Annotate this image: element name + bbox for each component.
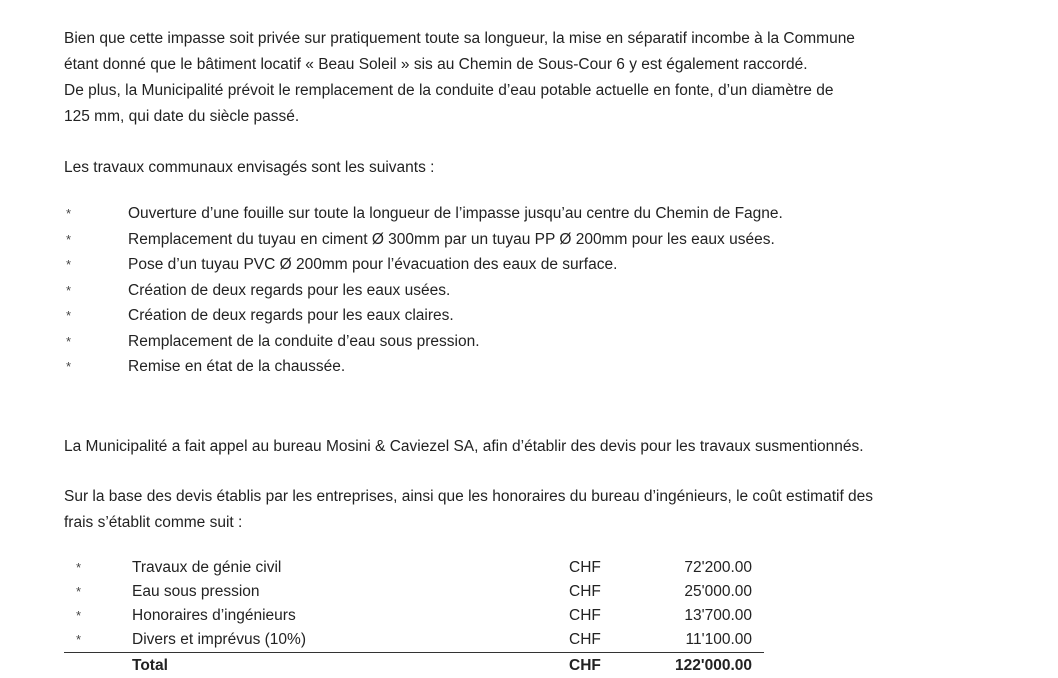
list-item-text: Création de deux regards pour les eaux claires.: [128, 307, 454, 324]
bullet-mark: *: [76, 584, 82, 599]
table-row: [64, 628, 764, 652]
works-heading: Les travaux communaux envisagés sont les suivants :: [64, 159, 435, 176]
bullet-mark: *: [76, 560, 82, 575]
cost-label: Honoraires d’ingénieurs: [132, 607, 296, 624]
table-row: [64, 556, 764, 580]
total-row: [64, 654, 764, 678]
bullet-mark: *: [66, 231, 72, 247]
bullet-mark: *: [66, 308, 72, 323]
bullet-mark: *: [66, 257, 72, 272]
intro-paragraph: [64, 26, 999, 130]
cost-currency: CHF: [569, 631, 601, 648]
intro-line: Bien que cette impasse soit privée sur pratiquement toute sa longueur, la mise en séparatif incombe à la Commune: [64, 30, 855, 47]
list-item-text: Création de deux regards pour les eaux usées.: [128, 281, 451, 299]
costs-intro-line: Sur la base des devis établis par les entreprises, ainsi que les honoraires du bureau d’ingénieurs, le coût estimatif des: [64, 488, 874, 505]
cost-amount: 11'100.00: [685, 631, 752, 648]
cost-amount: 25'000.00: [684, 583, 752, 600]
intro-line: étant donné que le bâtiment locatif « Beau Soleil » sis au Chemin de Sous-Cour 6 y est également raccordé.: [64, 56, 808, 73]
bullet-mark: *: [76, 608, 82, 623]
total-currency: CHF: [569, 657, 601, 674]
intro-line: 125 mm, qui date du siècle passé.: [64, 108, 300, 125]
cost-label: Eau sous pression: [132, 583, 260, 600]
cost-label: Travaux de génie civil: [132, 559, 282, 576]
bullet-mark: *: [66, 206, 72, 221]
bullet-mark: *: [66, 282, 72, 298]
cost-label: Divers et imprévus (10%): [132, 631, 306, 648]
total-divider: [64, 652, 764, 653]
cost-currency: CHF: [569, 583, 601, 600]
list-item-text: Remplacement de la conduite d’eau sous pression.: [128, 332, 480, 350]
list-item-text: Remise en état de la chaussée.: [128, 358, 346, 375]
costs-intro-paragraph: [64, 484, 999, 536]
cost-amount: 13'700.00: [684, 607, 752, 624]
list-item-text: Pose d’un tuyau PVC Ø 200mm pour l’évacuation des eaux de surface.: [128, 256, 618, 273]
bullet-mark: *: [66, 333, 72, 349]
costs-intro-line: frais s’établit comme suit :: [64, 514, 243, 531]
bullet-mark: *: [76, 632, 82, 647]
total-amount: 122'000.00: [675, 657, 752, 674]
bullet-mark: *: [66, 359, 72, 374]
table-row: [64, 604, 764, 628]
cost-currency: CHF: [569, 559, 601, 576]
bureau-paragraph: La Municipalité a fait appel au bureau Mosini & Caviezel SA, afin d’établir des devis pour les travaux susmentionnés.: [64, 438, 864, 455]
table-row: [64, 580, 764, 604]
list-item-text: Remplacement du tuyau en ciment Ø 300mm par un tuyau PP Ø 200mm pour les eaux usées.: [128, 230, 775, 248]
intro-line: De plus, la Municipalité prévoit le remplacement de la conduite d’eau potable actuelle en fonte, d’un diamètre de: [64, 82, 834, 99]
total-label: Total: [132, 657, 168, 674]
cost-currency: CHF: [569, 607, 601, 624]
cost-amount: 72'200.00: [684, 559, 752, 576]
list-item-text: Ouverture d’une fouille sur toute la longueur de l’impasse jusqu’au centre du Chemin de Fagne.: [128, 205, 783, 222]
cost-table: [64, 556, 764, 674]
